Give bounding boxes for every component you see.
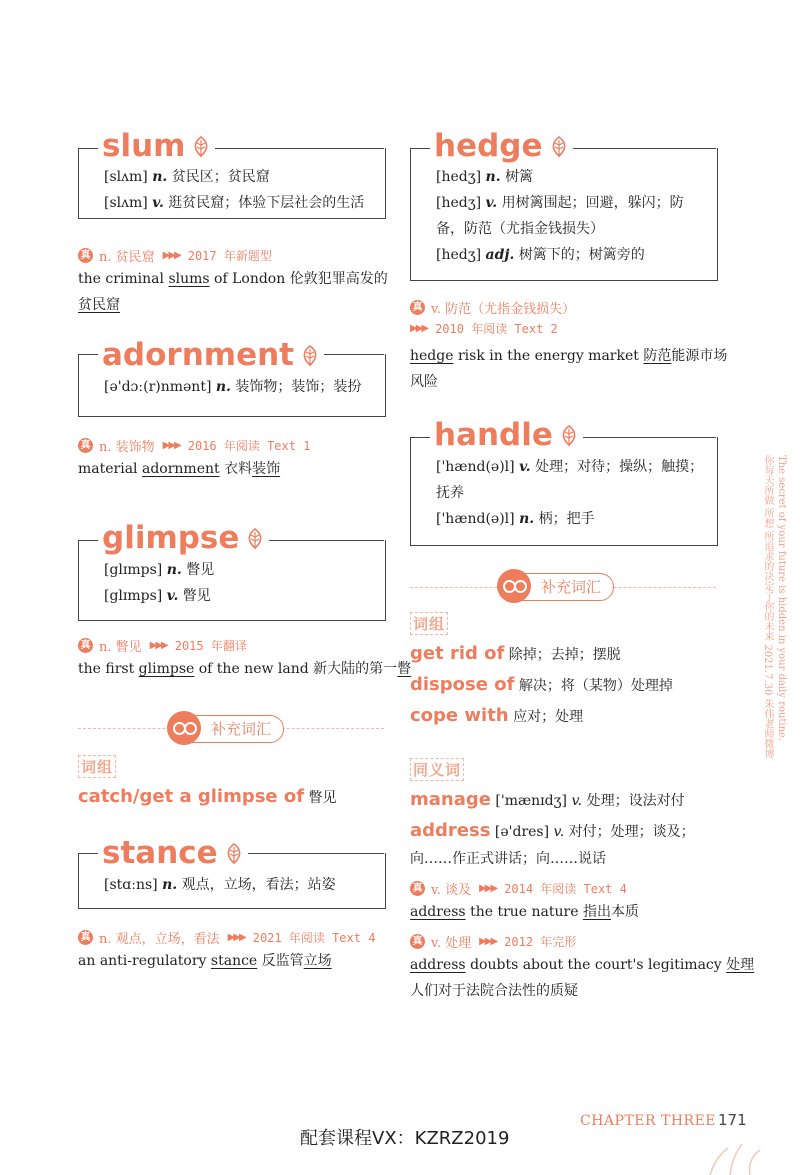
- supplement-badge: 补充词汇: [502, 573, 614, 601]
- arrow-icon: ▶▶▶: [149, 640, 167, 651]
- synonym-manage: manage ['mænɪdʒ] v. 处理；设法对付: [410, 789, 685, 810]
- slum-example: the criminal slums of London 伦敦犯罪高发的 贫民窟: [78, 271, 388, 313]
- hedge-definitions: [436, 164, 684, 268]
- synonym-address-line2: 向……作正式讲话；向……说话: [410, 851, 606, 867]
- headword-hedge: hedge: [430, 129, 573, 165]
- definition-line: [hedʒ] v. 用树篱围起；回避，躲闪；防: [436, 195, 684, 211]
- definition-line: [glɪmps] v. 瞥见: [104, 588, 211, 604]
- glimpse-definitions: [104, 557, 214, 609]
- definition-line: [stɑːns] n. 观点，立场，看法；站姿: [104, 877, 336, 893]
- definition-line: [hedʒ] n. 树篱: [436, 169, 534, 185]
- definition-line: 备，防范（尤指金钱损失）: [436, 221, 604, 237]
- owl-icon: [497, 569, 531, 603]
- definition-line: ['hænd(ə)l] v. 处理；对待；操纵；触摸；: [436, 459, 704, 475]
- chapter-label: CHAPTER THREE: [580, 1113, 717, 1129]
- side-quote-en: The secret of your future is hidden in your daily routine.: [776, 455, 787, 742]
- arrow-icon: ▶▶▶: [162, 440, 180, 451]
- arrow-icon: ▶▶▶: [479, 936, 497, 947]
- synonym-tag: 同义词: [410, 758, 464, 781]
- side-quote: [748, 455, 798, 759]
- phrase-cope-with: cope with 应对；处理: [410, 705, 584, 726]
- definition-line: 抚养: [436, 485, 464, 501]
- stance-definitions: [104, 872, 336, 898]
- slum-exam-note: 真 n. 贫民窟 ▶▶▶ 2017 年新题型: [78, 246, 272, 265]
- address-exam-note-1: 真 v. 谈及 ▶▶▶ 2014 年阅读 Text 4: [410, 879, 627, 898]
- leaf-icon: [300, 340, 320, 374]
- leaf-icon: [224, 838, 244, 872]
- definition-line: [glɪmps] n. 瞥见: [104, 562, 215, 578]
- handle-definitions: [436, 454, 703, 532]
- supplement-badge: 补充词汇: [172, 715, 284, 743]
- headword-glimpse: glimpse: [98, 521, 269, 557]
- zhen-badge: 真: [410, 300, 425, 315]
- address-exam-note-2: 真 v. 处理 ▶▶▶ 2012 年完形: [410, 932, 576, 951]
- adornment-definitions: [104, 374, 361, 400]
- owl-icon: [167, 711, 201, 745]
- headword-adornment: adornment: [98, 338, 324, 374]
- phrase-tag: 词组: [410, 612, 448, 635]
- arrow-icon: ▶▶▶: [410, 323, 428, 334]
- headword-handle: handle: [430, 418, 583, 454]
- headword-slum: slum: [98, 129, 215, 165]
- adornment-example: material adornment 衣料装饰: [78, 461, 281, 477]
- definition-line: [ə'dɔː(r)nmənt] n. 装饰物；装饰；装扮: [104, 379, 362, 395]
- leaf-icon: [191, 131, 211, 165]
- arrow-icon: ▶▶▶: [227, 932, 245, 943]
- definition-line: [slʌm] n. 贫民区；贫民窟: [104, 169, 270, 185]
- glimpse-example: the first glimpse of the new land 新大陆的第一瞥: [78, 661, 412, 677]
- zhen-badge: 真: [410, 934, 425, 949]
- phrase-tag: 词组: [78, 755, 116, 778]
- leaf-icon: [559, 420, 579, 454]
- hedge-exam-source: ▶▶▶ 2010 年阅读 Text 2: [410, 322, 558, 336]
- zhen-badge: 真: [78, 930, 93, 945]
- synonym-address: address [ə'dres] v. 对付；处理；谈及；: [410, 820, 695, 841]
- arrow-icon: ▶▶▶: [479, 883, 497, 894]
- zhen-badge: 真: [78, 438, 93, 453]
- phrase-get-rid-of: get rid of 除掉；去掉；摆脱: [410, 643, 621, 664]
- phrase-dispose-of: dispose of 解决；将（某物）处理掉: [410, 674, 673, 695]
- leaf-icon: [245, 523, 265, 557]
- definition-line: [slʌm] v. 逛贫民窟；体验下层社会的生活: [104, 195, 365, 211]
- slum-definitions: [104, 164, 364, 216]
- course-watermark: 配套课程VX：KZRZ2019: [300, 1128, 510, 1149]
- zhen-badge: 真: [410, 881, 425, 896]
- page-number: 171: [718, 1111, 747, 1129]
- address-example-1: address the true nature 指出本质: [410, 904, 639, 920]
- decorative-leaves: [700, 1140, 770, 1175]
- stance-exam-note: 真 n. 观点，立场，看法 ▶▶▶ 2021 年阅读 Text 4: [78, 928, 375, 947]
- zhen-badge: 真: [78, 638, 93, 653]
- headword-stance: stance: [98, 836, 248, 872]
- side-quote-zh: 你每天所做 所想 所追求的决定了你的未来 2021.7.30 朱伟老师微博: [762, 455, 773, 759]
- definition-line: ['hænd(ə)l] n. 柄；把手: [436, 511, 595, 527]
- hedge-exam-note: 真 v. 防范（尤指金钱损失）: [410, 298, 575, 317]
- leaf-icon: [549, 131, 569, 165]
- arrow-icon: ▶▶▶: [162, 250, 180, 261]
- stance-example: an anti-regulatory stance 反监管立场: [78, 953, 332, 969]
- adornment-exam-note: 真 n. 装饰物 ▶▶▶ 2016 年阅读 Text 1: [78, 436, 310, 455]
- glimpse-exam-note: 真 n. 瞥见 ▶▶▶ 2015 年翻译: [78, 636, 247, 655]
- definition-line: [hedʒ] adj. 树篱下的；树篱旁的: [436, 247, 645, 263]
- hedge-example: hedge risk in the energy market 防范能源市场 风险: [410, 348, 728, 390]
- zhen-badge: 真: [78, 248, 93, 263]
- phrase-catch-glimpse: catch/get a glimpse of 瞥见: [78, 786, 337, 807]
- address-example-2: address doubts about the court's legitimacy 处理 人们对于法院合法性的质疑: [410, 957, 755, 999]
